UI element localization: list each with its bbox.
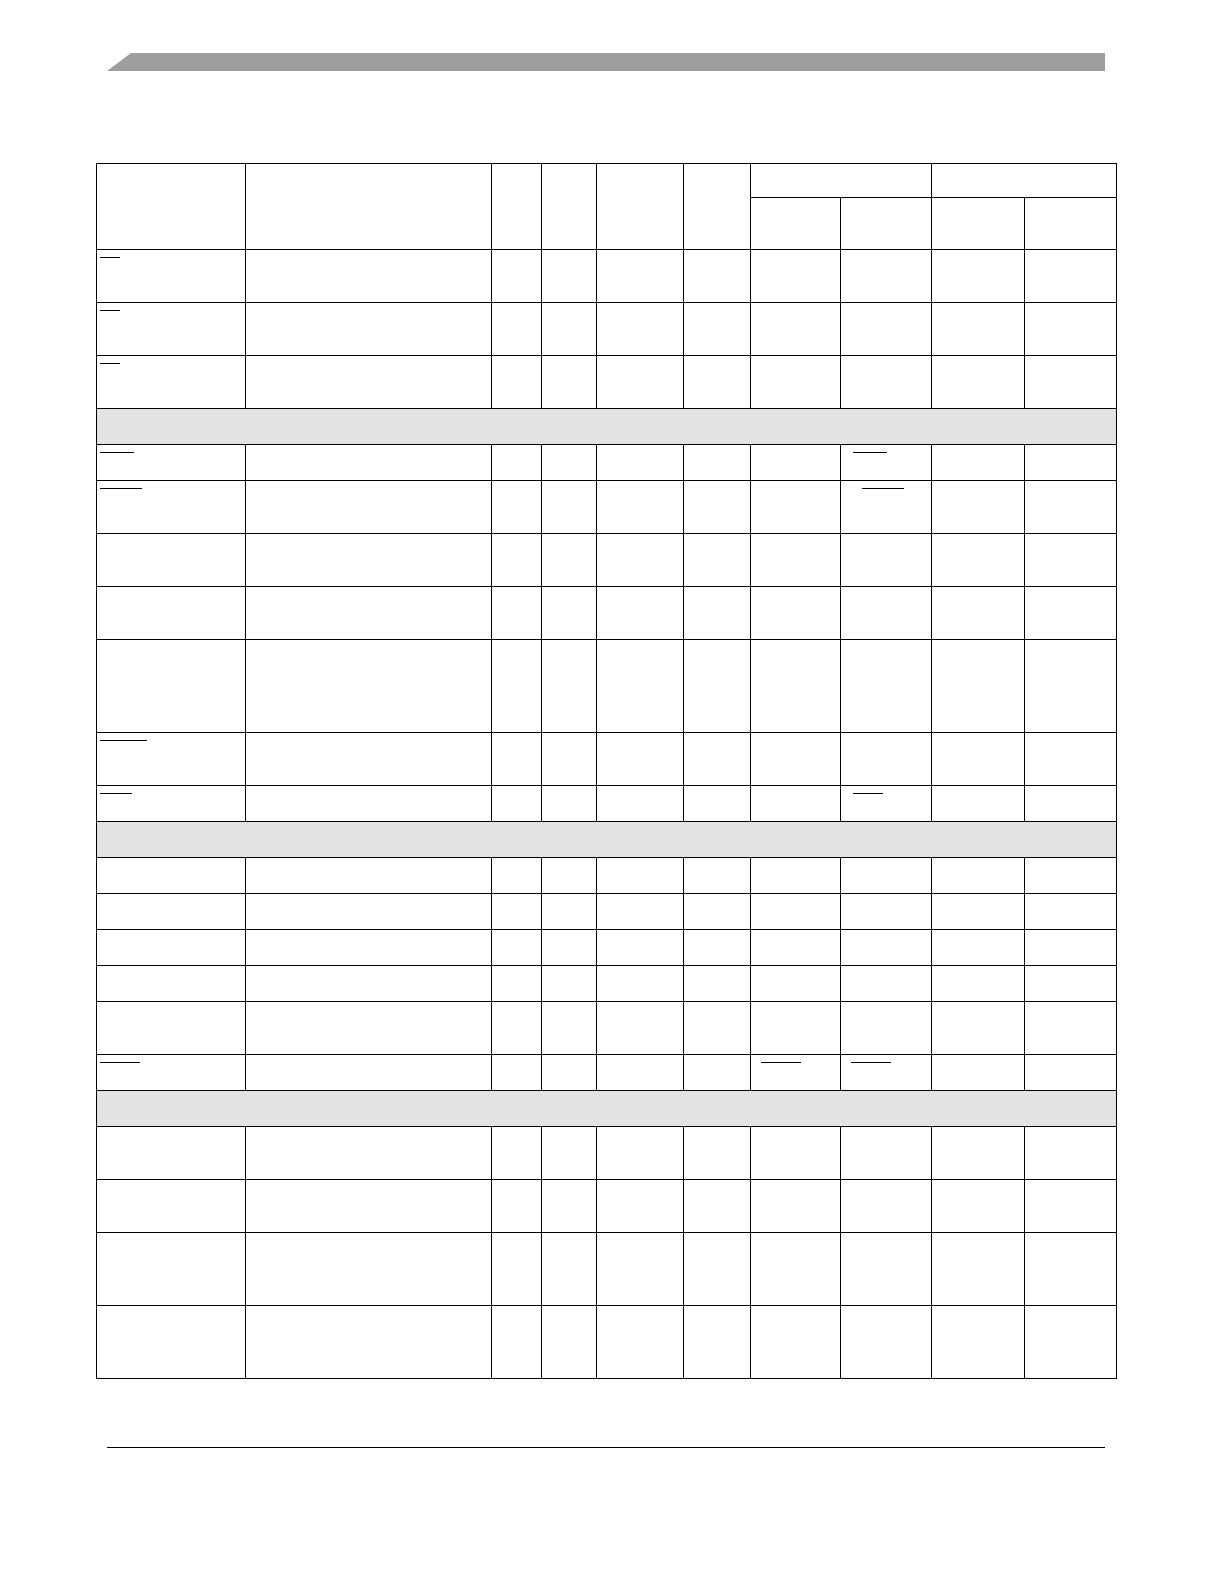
table-cell [492,1055,542,1091]
table-cell [97,1127,246,1180]
table-cell [97,1055,246,1091]
table-cell [841,640,932,733]
table-cell [751,356,841,409]
overline-mark [851,1062,891,1063]
table-cell [597,733,684,786]
table-cell [684,894,751,930]
table-cell [1025,587,1117,640]
table-cell [1025,534,1117,587]
table-cell [684,1127,751,1180]
table-cell [246,1002,492,1055]
table-cell [542,858,597,894]
table-cell [597,1180,684,1233]
header-cell [492,164,542,250]
table-cell [932,786,1025,822]
table-cell [932,303,1025,356]
table-cell [492,1306,542,1379]
header-cell [932,198,1025,250]
table-cell [97,1306,246,1379]
table-cell [841,250,932,303]
table-cell [684,858,751,894]
table-cell [932,858,1025,894]
table-cell [751,966,841,1002]
section-row [97,822,1117,858]
table-cell [542,786,597,822]
table-cell [841,858,932,894]
table-cell [97,930,246,966]
header-cell [841,198,932,250]
table-cell [684,733,751,786]
table-cell [751,1306,841,1379]
table-cell [597,858,684,894]
table-cell [492,1127,542,1180]
table-row [97,1127,1117,1180]
table-cell [841,966,932,1002]
section-row [97,1091,1117,1127]
table-row [97,1055,1117,1091]
table-cell [1025,894,1117,930]
table-cell [246,1306,492,1379]
table-cell [932,1180,1025,1233]
table-cell [932,250,1025,303]
table-cell [684,534,751,587]
table-cell [97,445,246,481]
table-cell [751,1002,841,1055]
table-cell [597,1233,684,1306]
table-cell [841,534,932,587]
table-cell [932,930,1025,966]
table-cell [492,786,542,822]
table-header-row [97,164,1117,198]
table-cell [597,640,684,733]
table-cell [751,1180,841,1233]
overline-mark [100,310,120,311]
table-cell [1025,858,1117,894]
table-cell [597,966,684,1002]
table-cell [932,356,1025,409]
table-cell [932,481,1025,534]
table-cell [492,445,542,481]
table-cell [684,640,751,733]
table-cell [246,445,492,481]
table-cell [684,303,751,356]
pin-table [96,163,1117,1379]
table-row [97,1306,1117,1379]
table-cell [932,587,1025,640]
table-row [97,250,1117,303]
section-row [97,409,1117,445]
table-cell [1025,966,1117,1002]
table-cell [1025,1055,1117,1091]
table-cell [542,894,597,930]
table-cell [97,303,246,356]
table-cell [597,481,684,534]
table-cell [751,786,841,822]
table-cell [932,1055,1025,1091]
table-cell [1025,1002,1117,1055]
header-cell [97,164,246,250]
table-cell [542,303,597,356]
table-cell [684,250,751,303]
table-cell [597,534,684,587]
table-cell [597,786,684,822]
overline-mark [100,452,134,453]
table-cell [932,894,1025,930]
table-cell [492,1002,542,1055]
table-cell [492,1233,542,1306]
table-cell [841,1233,932,1306]
table-cell [751,894,841,930]
table-cell [1025,356,1117,409]
table-cell [932,1233,1025,1306]
table-row [97,481,1117,534]
table-cell [542,1002,597,1055]
table-cell [841,1002,932,1055]
table-cell [542,1306,597,1379]
table-cell [1025,786,1117,822]
table-cell [542,1233,597,1306]
table-row [97,966,1117,1002]
table-cell [751,1127,841,1180]
table-row [97,733,1117,786]
table-cell [751,930,841,966]
table-cell [751,1055,841,1091]
table-cell [1025,1127,1117,1180]
table-cell [97,587,246,640]
table-cell [597,445,684,481]
table-cell [597,356,684,409]
table-cell [1025,1233,1117,1306]
overline-mark [761,1062,801,1063]
table-cell [684,930,751,966]
header-group-cell [932,164,1117,198]
table-cell [97,1233,246,1306]
header-cell [751,198,841,250]
table-cell [542,445,597,481]
table-cell [97,356,246,409]
table-cell [684,966,751,1002]
table-cell [97,640,246,733]
table-row [97,1002,1117,1055]
table-cell [684,1233,751,1306]
table-cell [246,250,492,303]
table-cell [246,640,492,733]
table-row [97,587,1117,640]
table-cell [841,587,932,640]
table-cell [97,534,246,587]
table-cell [751,733,841,786]
footer-rule [107,1447,1105,1448]
table-cell [246,356,492,409]
table-cell [492,250,542,303]
header-cell [246,164,492,250]
table-cell [597,1127,684,1180]
table-cell [751,534,841,587]
table-cell [542,930,597,966]
table-cell [492,858,542,894]
table-cell [492,930,542,966]
table-cell [97,894,246,930]
header-cell [542,164,597,250]
table-cell [841,1306,932,1379]
table-cell [841,1127,932,1180]
overline-mark [862,488,904,489]
table-cell [542,534,597,587]
table-cell [932,1306,1025,1379]
table-row [97,445,1117,481]
table-cell [246,930,492,966]
table-cell [492,966,542,1002]
table-row [97,786,1117,822]
table-cell [751,303,841,356]
table-cell [751,445,841,481]
table-cell [97,786,246,822]
table-cell [841,930,932,966]
table-cell [751,858,841,894]
table-cell [597,303,684,356]
table-cell [684,356,751,409]
table-cell [1025,640,1117,733]
table-cell [492,1180,542,1233]
table-cell [246,786,492,822]
table-cell [841,303,932,356]
table-cell [932,966,1025,1002]
table-cell [492,894,542,930]
table-cell [932,1002,1025,1055]
overline-mark [853,793,883,794]
table-cell [542,640,597,733]
table-cell [246,733,492,786]
table-cell [684,1306,751,1379]
header-bar [107,53,1105,71]
table-cell [684,786,751,822]
table-cell [246,481,492,534]
table-cell [246,1127,492,1180]
table-row [97,640,1117,733]
table-cell [841,733,932,786]
table-cell [597,250,684,303]
table-cell [1025,250,1117,303]
overline-mark [853,452,887,453]
table-cell [684,1055,751,1091]
table-cell [492,587,542,640]
table-cell [751,481,841,534]
table-cell [492,733,542,786]
table-cell [1025,1306,1117,1379]
table-cell [597,1002,684,1055]
table-cell [751,1233,841,1306]
table-cell [597,1306,684,1379]
table-row [97,356,1117,409]
table-row [97,1180,1117,1233]
section-cell [97,1091,1117,1127]
table-cell [684,1002,751,1055]
overline-mark [100,740,147,741]
table-cell [542,481,597,534]
table-cell [97,966,246,1002]
overline-mark [100,488,142,489]
table-cell [841,1180,932,1233]
table-cell [97,733,246,786]
table-cell [932,445,1025,481]
table-cell [492,303,542,356]
table-cell [246,1233,492,1306]
table-cell [841,356,932,409]
table-cell [542,733,597,786]
table-cell [542,356,597,409]
overline-mark [100,1062,140,1063]
table-cell [246,858,492,894]
table-cell [841,481,932,534]
table-cell [246,1180,492,1233]
table-cell [97,1002,246,1055]
table-row [97,930,1117,966]
table-cell [246,1055,492,1091]
table-cell [597,587,684,640]
table-cell [246,894,492,930]
table-cell [1025,930,1117,966]
table-cell [932,733,1025,786]
table-cell [97,1180,246,1233]
header-cell [684,164,751,250]
table-cell [932,640,1025,733]
header-bar-shape [107,53,1105,71]
overline-mark [100,793,132,794]
table-cell [932,1127,1025,1180]
header-cell [597,164,684,250]
table-cell [97,481,246,534]
table-cell [1025,1180,1117,1233]
table-cell [246,966,492,1002]
table-cell [597,1055,684,1091]
table-cell [97,250,246,303]
table-cell [492,640,542,733]
table-row [97,1233,1117,1306]
table-cell [841,1055,932,1091]
table-cell [841,786,932,822]
header-cell [1025,198,1117,250]
table-cell [597,930,684,966]
section-cell [97,409,1117,445]
table-row [97,858,1117,894]
table-row [97,303,1117,356]
table-cell [841,894,932,930]
table-cell [97,858,246,894]
table-cell [751,250,841,303]
table-cell [542,1127,597,1180]
table-cell [684,587,751,640]
table-cell [492,481,542,534]
table-cell [246,587,492,640]
table-cell [542,1180,597,1233]
table-cell [751,640,841,733]
table-cell [542,966,597,1002]
table-cell [1025,733,1117,786]
table-cell [246,534,492,587]
table-cell [542,1055,597,1091]
table-cell [492,356,542,409]
overline-mark [100,363,120,364]
overline-mark [100,257,120,258]
table-cell [542,250,597,303]
table-cell [751,587,841,640]
header-group-cell [751,164,932,198]
table-cell [597,894,684,930]
table-cell [1025,445,1117,481]
table-cell [1025,303,1117,356]
table-row [97,894,1117,930]
table-row [97,534,1117,587]
table-cell [246,303,492,356]
table-cell [684,445,751,481]
table-cell [684,481,751,534]
table-cell [841,445,932,481]
table-cell [492,534,542,587]
section-cell [97,822,1117,858]
table-cell [1025,481,1117,534]
table-cell [684,1180,751,1233]
table-cell [542,587,597,640]
table-cell [932,534,1025,587]
